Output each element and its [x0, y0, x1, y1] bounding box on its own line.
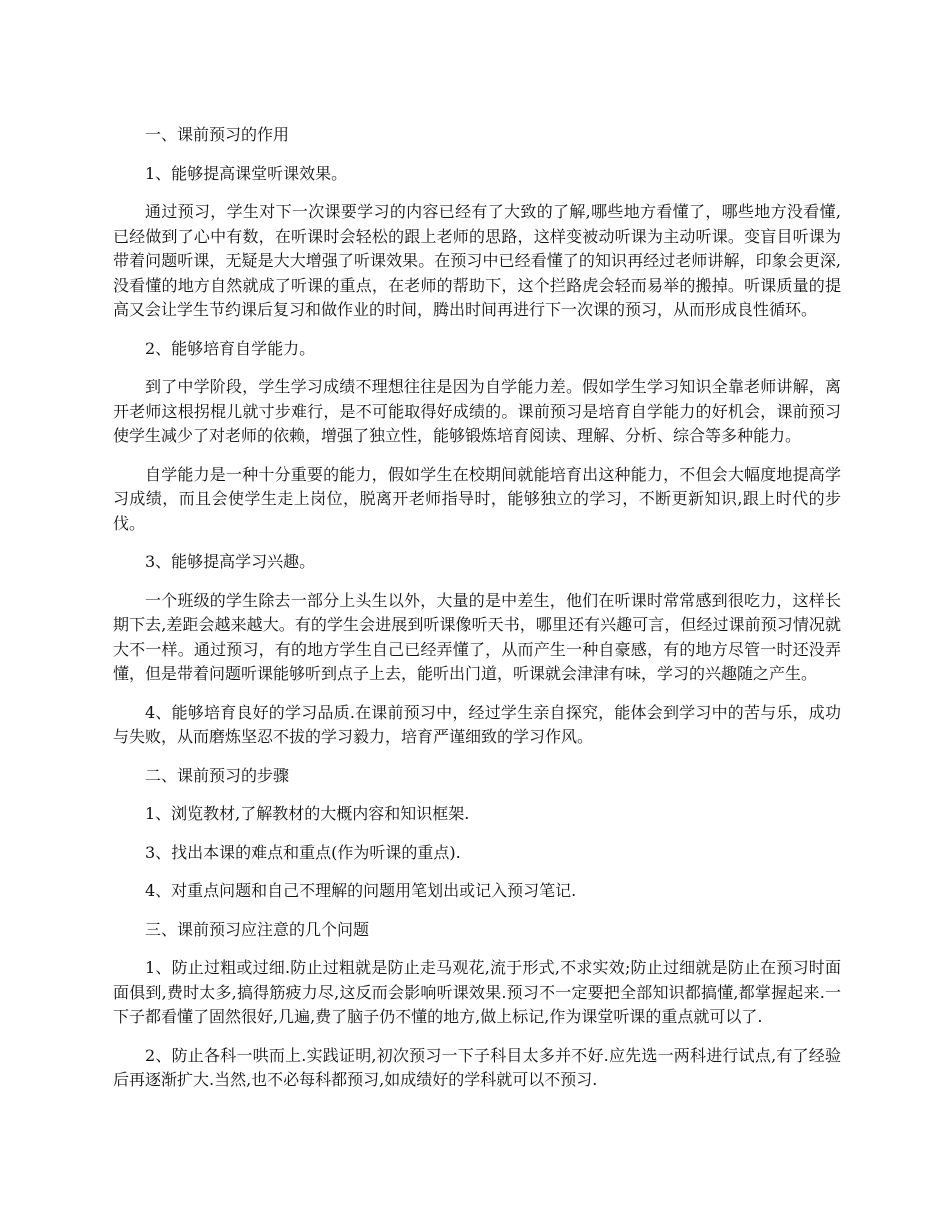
- subheading-1: 1、能够提高课堂听课效果。: [145, 163, 348, 183]
- document-page: [113, 123, 841, 1107]
- section-heading-3: 三、课前预习应注意的几个问题: [145, 919, 370, 939]
- step-item-4: 4、对重点问题和自己不理解的问题用笔划出或记入预习笔记.: [145, 881, 577, 900]
- subheading-3: 3、能够提高学习兴趣。: [145, 552, 316, 571]
- paragraph-5: 4、能够培育良好的学习品质.在课前预习中，经过学生亲自探究，能体会到学习中的苦与乐，成功与失败，从而磨炼坚忍不拔的学习毅力，培育严谨细致的学习作风。: [113, 702, 841, 746]
- step-item-3: 3、找出本课的难点和重点(作为听课的重点).: [145, 842, 461, 862]
- paragraph-2: 到了中学阶段，学生学习成绩不理想往往是因为自学能力差。假如学生学习知识全靠老师讲解，离开老师这根拐棍儿就寸步难行，是不可能取得好成绩的。课前预习是培育自学能力的好机会，课前预习使学生减少了对老师的依赖，增强了独立性，能够锻炼培育阅读、理解、分析、综合等多种能力。: [113, 377, 841, 445]
- section-heading-2: 二、课前预习的步骤: [145, 765, 290, 785]
- paragraph-3: 自学能力是一种十分重要的能力，假如学生在校期间就能培育出这种能力，不但会大幅度地提高学习成绩，而且会使学生走上岗位，脱离开老师指导时，能够独立的学习，不断更新知识,跟上时代的步伐。: [113, 464, 841, 533]
- subheading-2: 2、能够培育自学能力。: [145, 338, 316, 358]
- paragraph-1: 通过预习，学生对下一次课要学习的内容已经有了大致的了解,哪些地方看懂了，哪些地方没看懂,已经做到了心中有数，在听课时会轻松的跟上老师的思路，这样变被动听课为主动听课。变盲目听课为带着问题听课，无疑是大大增强了听课效果。在预习中已经看懂了的知识再经过老师讲解，印象会更深,没看懂的地方自然就成了听课的重点，在老师的帮助下，这个拦路虎会轻而易举的搬掉。听课质量的提高又会让学生节约课后复习和做作业的时间，腾出时间再进行下一次课的预习，从而形成良性循环。: [113, 202, 841, 319]
- section-heading-1: 一、课前预习的作用: [145, 125, 290, 144]
- paragraph-6: 1、防止过粗或过细.防止过粗就是防止走马观花,流于形式,不求实效;防止过细就是防止在预习时面面俱到,费时太多,搞得筋疲力尽,这反而会影响听课效果.预习不一定要把全部知识都搞懂,都掌握起来.一下子都看懂了固然很好,几遍,费了脑子仍不懂的地方,做上标记,作为课堂听课的重点就可以了.: [113, 958, 841, 1026]
- step-item-1: 1、浏览教材,了解教材的大概内容和知识框架.: [145, 804, 470, 823]
- paragraph-7: 2、防止各科一哄而上.实践证明,初次预习一下子科目太多并不好.应先选一两科进行试点,有了经验后再逐渐扩大.当然,也不必每科都预习,如成绩好的学科就可以不预习.: [113, 1045, 841, 1089]
- paragraph-4: 一个班级的学生除去一部分上头生以外，大量的是中差生，他们在听课时常常感到很吃力，这样长期下去,差距会越来越大。有的学生会进展到听课像听天书，哪里还有兴趣可言，但经过课前预习情况就大不一样。通过预习，有的地方学生自己已经弄懂了，从而产生一种自豪感，有的地方尽管一时还没弄懂，但是带着问题听课能够听到点子上去，能听出门道，听课就会津津有味，学习的兴趣随之产生。: [113, 590, 841, 683]
